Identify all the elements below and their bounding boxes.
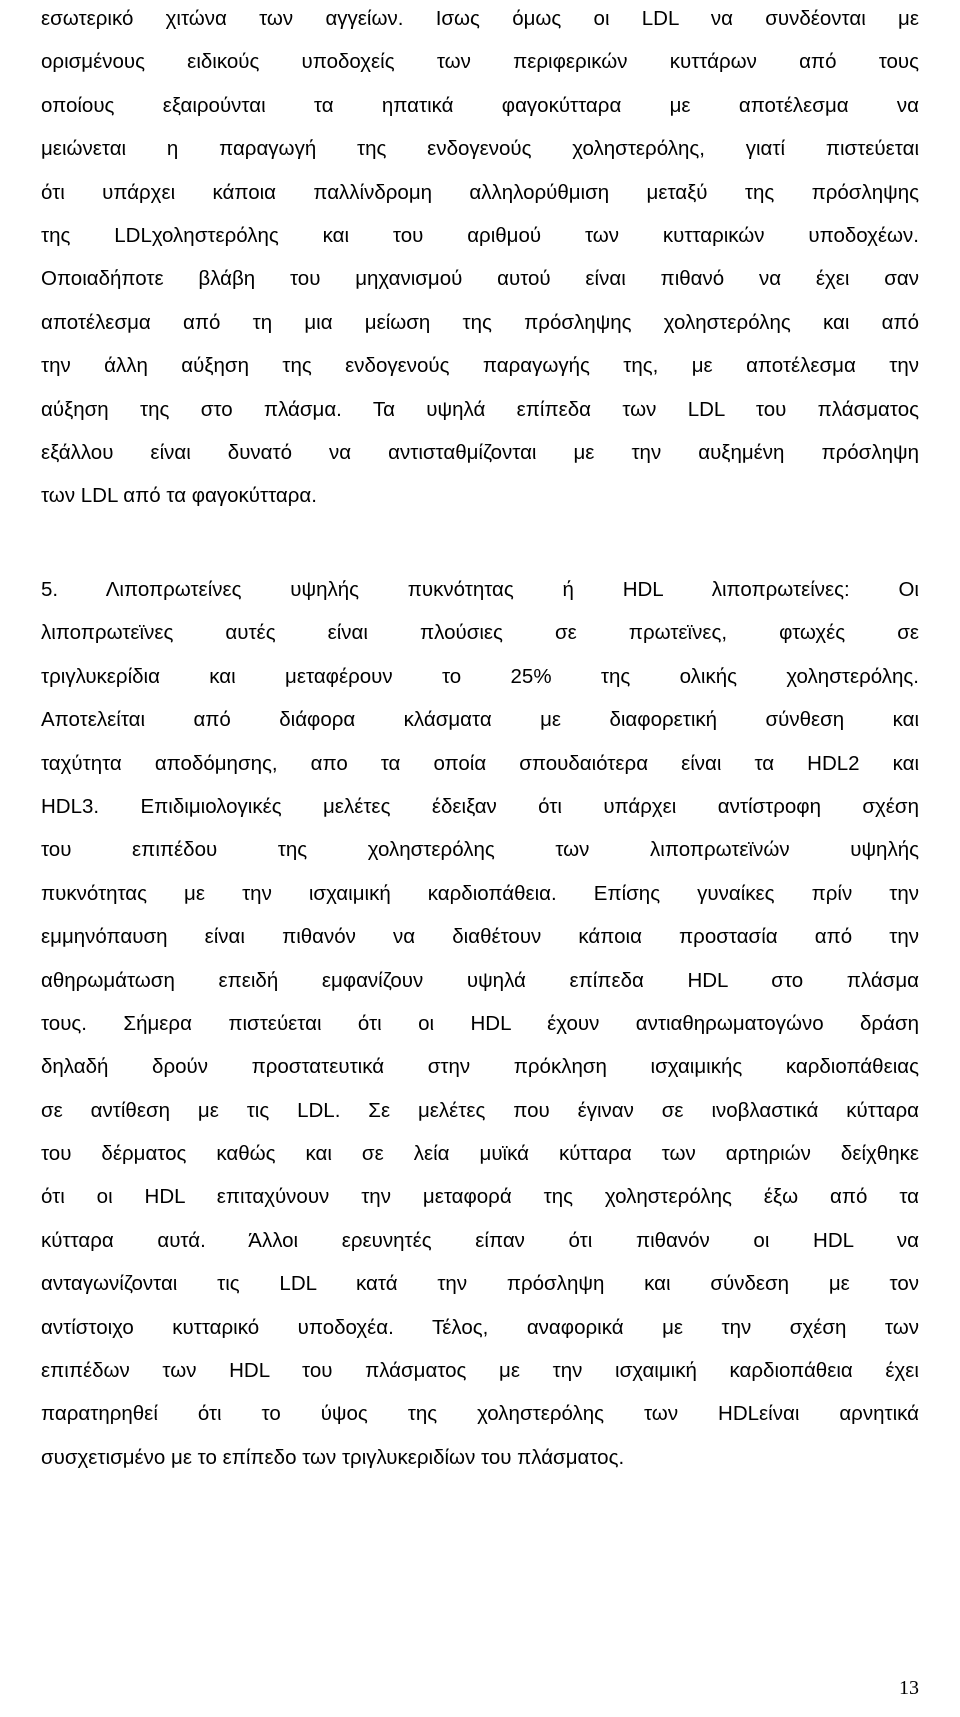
paragraph-hdl-lipoproteins (41, 568, 919, 1479)
text-line: δηλαδή δρούν προστατευτικά στην πρόκληση ισχαιμικής καρδιοπάθειας (41, 1055, 919, 1079)
text-line: τους. Σήμερα πιστεύεται ότι οι HDL έχουν αντιαθηρωματογώνο δράση (41, 1011, 919, 1035)
text-line: παρατηρηθεί ότι το ύψος της χοληστερόλης των HDLείναι αρνητικά (41, 1402, 919, 1426)
text-line: οποίους εξαιρούνται τα ηπατικά φαγοκύτταρα με αποτέλεσμα να (41, 93, 919, 117)
text-line: αθηρωμάτωση επειδή εμφανίζουν υψηλά επίπεδα HDL στο πλάσμα (41, 968, 919, 992)
text-line: λιποπρωτεϊνες αυτές είναι πλούσιες σε πρωτεϊνες, φτωχές σε (41, 621, 919, 645)
page-number: 13 (899, 1677, 919, 1699)
text-line: ταχύτητα αποδόμησης, απο τα οποία σπουδαιότερα είναι τα HDL2 και (41, 751, 919, 775)
text-line: την άλλη αύξηση της ενδογενούς παραγωγής της, με αποτέλεσμα την (41, 354, 919, 378)
text-line: του δέρματος καθώς και σε λεία μυϊκά κύτταρα των αρτηριών δείχθηκε (41, 1142, 919, 1166)
text-line: πυκνότητας με την ισχαιμική καρδιοπάθεια. Επίσης γυναίκες πρίν την (41, 881, 919, 905)
text-line: HDL3. Επιδιμιολογικές μελέτες έδειξαν ότι υπάρχει αντίστροφη σχέση (41, 794, 919, 818)
text-line: ότι οι HDL επιταχύνουν την μεταφορά της χοληστερόλης έξω από τα (41, 1185, 919, 1209)
text-line: αντίστοιχο κυτταρικό υποδοχέα. Τέλος, αναφορικά με την σχέση των (41, 1315, 919, 1339)
text-line: τριγλυκερίδια και μεταφέρουν το 25% της ολικής χοληστερόλης. (41, 664, 919, 688)
text-line: Οποιαδήποτε βλάβη του μηχανισμού αυτού είναι πιθανό να έχει σαν (41, 267, 919, 291)
text-line: επιπέδων των HDL του πλάσματος με την ισχαιμική καρδιοπάθεια έχει (41, 1359, 919, 1383)
text-line: εσωτερικό χιτώνα των αγγείων. Ισως όμως οι LDL να συνδέονται με (41, 7, 919, 30)
text-line: ορισμένους ειδικούς υποδοχείς των περιφερικών κυττάρων από τους (41, 50, 919, 74)
text-line: ανταγωνίζονται τις LDL κατά την πρόσληψη και σύνδεση με τον (41, 1272, 919, 1296)
text-line: 5. Λιποπρωτείνες υψηλής πυκνότητας ή HDL λιποπρωτείνες: Οι (41, 578, 919, 601)
text-line: κύτταρα αυτά. Άλλοι ερευνητές είπαν ότι πιθανόν οι HDL να (41, 1228, 919, 1252)
text-line: Αποτελείται από διάφορα κλάσματα με διαφορετική σύνθεση και (41, 708, 919, 732)
text-line: συσχετισμένο με το επίπεδο των τριγλυκεριδίων του πλάσματος. (41, 1445, 625, 1469)
text-line: εξάλλου είναι δυνατό να αντισταθμίζονται με την αυξημένη πρόσληψη (41, 440, 919, 464)
text-line: ότι υπάρχει κάποια παλλίνδρομη αλληλορύθμιση μεταξύ της πρόσληψης (41, 180, 919, 204)
text-line: της LDLχοληστερόλης και του αριθμού των κυτταρικών υποδοχέων. (41, 223, 919, 247)
text-line: των LDL από τα φαγοκύτταρα. (41, 484, 317, 508)
text-line: μειώνεται η παραγωγή της ενδογενούς χοληστερόλης, γιατί πιστεύεται (41, 137, 919, 161)
paragraph-ldl-continuation (41, 0, 919, 518)
text-line: σε αντίθεση με τις LDL. Σε μελέτες που έγιναν σε ινοβλαστικά κύτταρα (41, 1098, 919, 1122)
text-line: εμμηνόπαυση είναι πιθανόν να διαθέτουν κάποια προστασία από την (41, 925, 919, 949)
text-line: αποτέλεσμα από τη μια μείωση της πρόσληψης χοληστερόλης και από (41, 310, 919, 334)
text-line: αύξηση της στο πλάσμα. Τα υψηλά επίπεδα των LDL του πλάσματος (41, 397, 919, 421)
text-line: του επιπέδου της χοληστερόλης των λιποπρωτεϊνών υψηλής (41, 838, 919, 862)
